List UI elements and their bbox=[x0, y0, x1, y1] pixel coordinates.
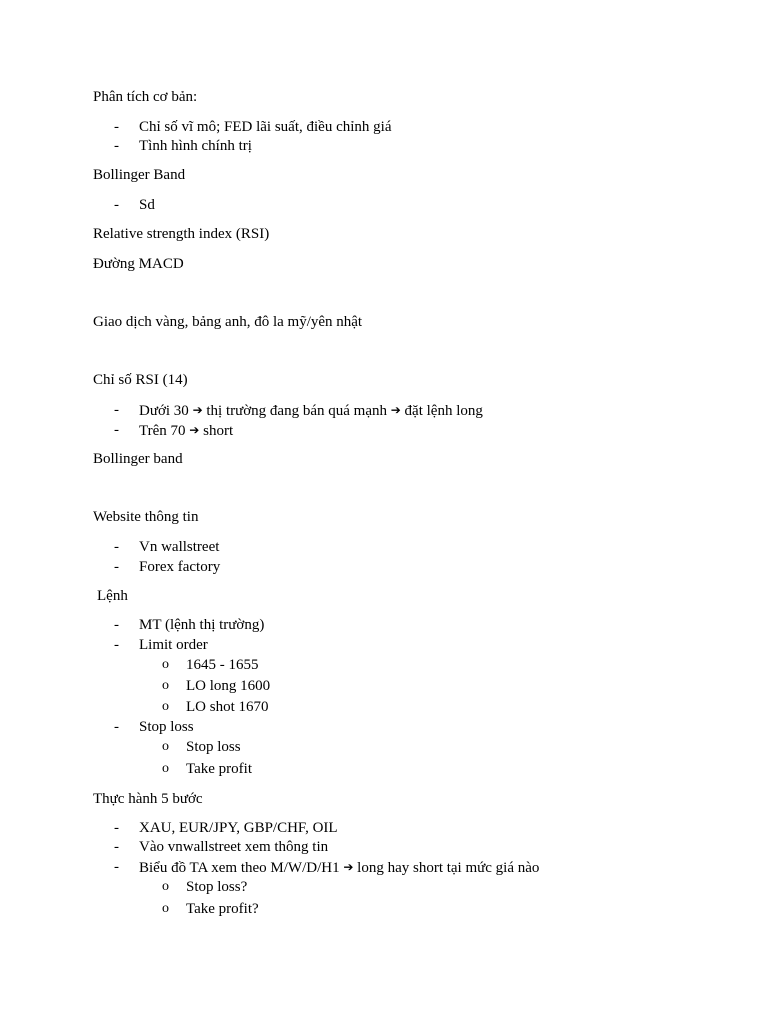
list-item: Vn wallstreet bbox=[139, 539, 220, 555]
list-item-part: long hay short tại mức giá nào bbox=[357, 860, 540, 876]
sub-list-item: LO long 1600 bbox=[186, 678, 271, 694]
list-item: Tình hình chính trị bbox=[139, 138, 252, 154]
heading-giao-dich: Giao dịch vàng, bảng anh, đô la mỹ/yên nhật bbox=[93, 314, 363, 330]
list-item: Forex factory bbox=[139, 559, 221, 575]
bullet-marker: - bbox=[114, 402, 119, 418]
list-item-part: thị trường đang bán quá mạnh bbox=[206, 403, 387, 419]
right-arrow-icon: ➔ bbox=[189, 423, 200, 437]
list-item: Chỉ số vĩ mô; FED lãi suất, điều chỉnh giá bbox=[139, 119, 392, 135]
heading-bollinger-band-2: Bollinger band bbox=[93, 451, 183, 467]
list-item: XAU, EUR/JPY, GBP/CHF, OIL bbox=[139, 820, 338, 836]
list-item: MT (lệnh thị trường) bbox=[139, 617, 265, 633]
heading-chi-so-rsi: Chỉ số RSI (14) bbox=[93, 372, 188, 388]
sub-bullet-marker: o bbox=[162, 761, 169, 776]
bullet-marker: - bbox=[114, 559, 119, 575]
sub-bullet-marker: o bbox=[162, 901, 169, 916]
sub-bullet-marker: o bbox=[162, 699, 169, 714]
sub-bullet-marker: o bbox=[162, 739, 169, 754]
sub-list-item: Stop loss bbox=[186, 739, 241, 755]
bullet-marker: - bbox=[114, 617, 119, 633]
list-item bbox=[139, 421, 233, 439]
list-item-part: Trên 70 bbox=[139, 423, 186, 439]
sub-bullet-marker: o bbox=[162, 678, 169, 693]
heading-bollinger-band: Bollinger Band bbox=[93, 167, 186, 183]
sub-bullet-marker: o bbox=[162, 657, 169, 672]
list-item: Stop loss bbox=[139, 719, 194, 735]
sub-list-item: 1645 - 1655 bbox=[186, 657, 259, 673]
list-item-part: Dưới 30 bbox=[139, 403, 189, 419]
bullet-marker: - bbox=[114, 719, 119, 735]
heading-lenh: Lệnh bbox=[97, 588, 128, 604]
heading-macd: Đường MACD bbox=[93, 256, 184, 272]
list-item: Vào vnwallstreet xem thông tin bbox=[139, 839, 329, 855]
bullet-marker: - bbox=[114, 119, 119, 135]
sub-list-item: Take profit? bbox=[186, 901, 259, 917]
sub-list-item: Take profit bbox=[186, 761, 253, 777]
list-item bbox=[139, 858, 539, 876]
list-item-part: short bbox=[203, 423, 234, 439]
right-arrow-icon: ➔ bbox=[343, 860, 354, 874]
bullet-marker: - bbox=[114, 539, 119, 555]
bullet-marker: - bbox=[114, 839, 119, 855]
bullet-marker: - bbox=[114, 859, 119, 875]
list-item: Sd bbox=[139, 197, 155, 213]
list-item: Limit order bbox=[139, 637, 208, 653]
heading-rsi: Relative strength index (RSI) bbox=[93, 226, 270, 242]
heading-thuc-hanh: Thực hành 5 bước bbox=[93, 791, 203, 807]
bullet-marker: - bbox=[114, 820, 119, 836]
heading-website-thong-tin: Website thông tin bbox=[93, 509, 199, 525]
list-item bbox=[139, 401, 483, 419]
bullet-marker: - bbox=[114, 197, 119, 213]
list-item-part: đặt lệnh long bbox=[404, 403, 483, 419]
right-arrow-icon: ➔ bbox=[390, 403, 401, 417]
bullet-marker: - bbox=[114, 422, 119, 438]
sub-bullet-marker: o bbox=[162, 879, 169, 894]
list-item-part: Biểu đồ TA xem theo M/W/D/H1 bbox=[139, 860, 340, 876]
bullet-marker: - bbox=[114, 138, 119, 154]
heading-phan-tich-co-ban: Phân tích cơ bản: bbox=[93, 89, 198, 105]
sub-list-item: Stop loss? bbox=[186, 879, 248, 895]
right-arrow-icon: ➔ bbox=[192, 403, 203, 417]
bullet-marker: - bbox=[114, 637, 119, 653]
sub-list-item: LO shot 1670 bbox=[186, 699, 269, 715]
